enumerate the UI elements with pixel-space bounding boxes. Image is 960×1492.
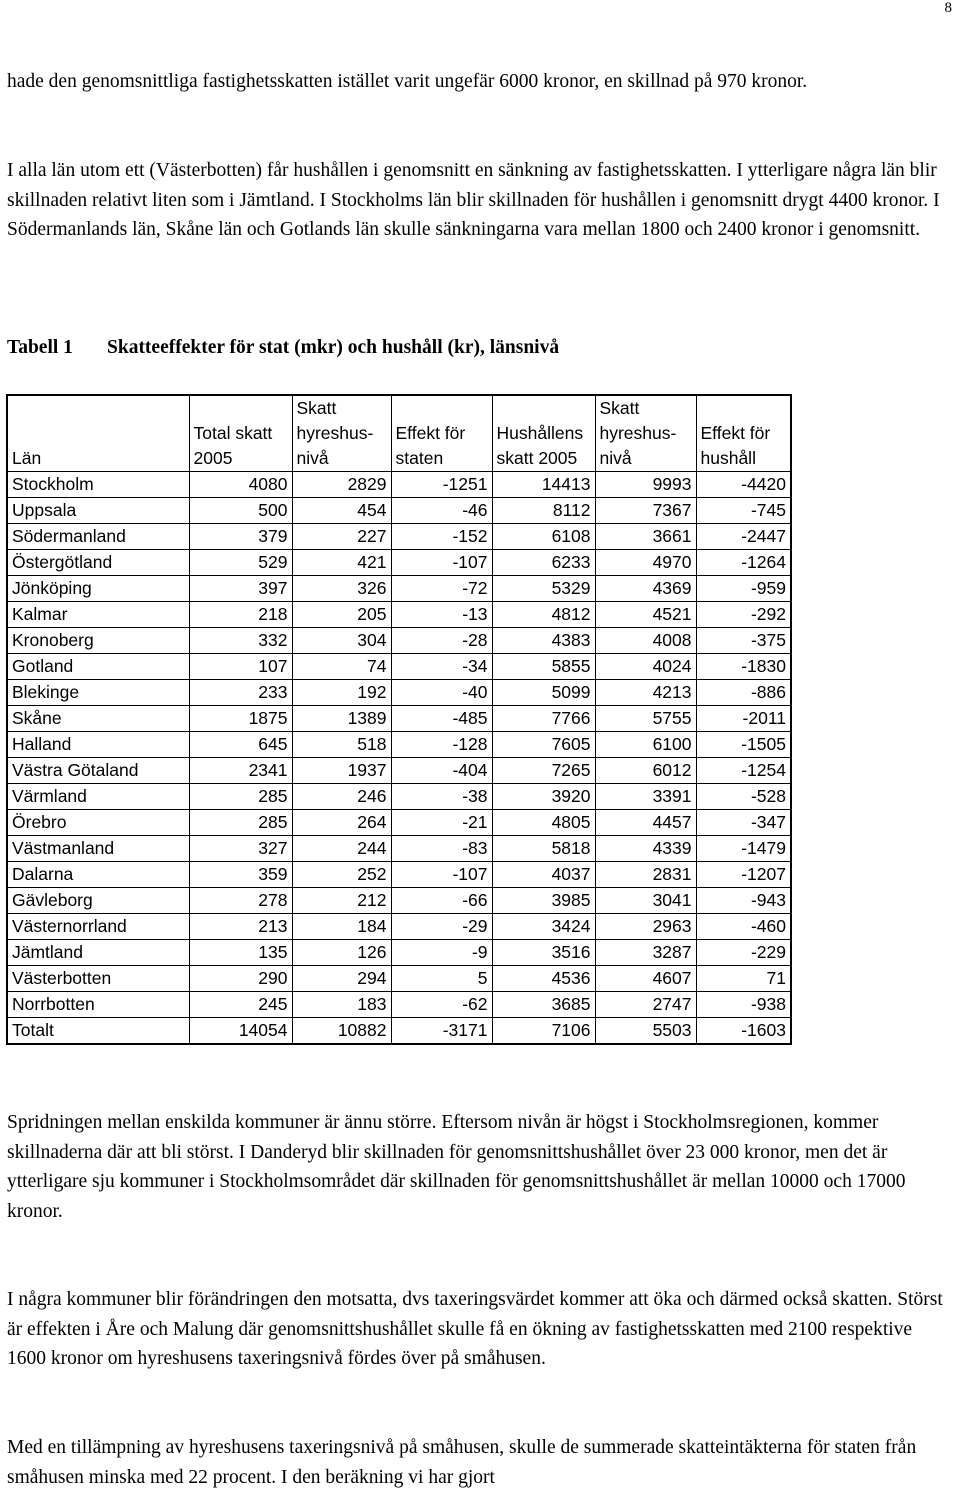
- value-cell: -1251: [391, 472, 492, 498]
- value-cell: 4812: [492, 602, 595, 628]
- column-header-line: nivå: [599, 448, 632, 468]
- county-cell: Jämtland: [7, 940, 189, 966]
- table-row: [7, 836, 791, 862]
- value-cell: -34: [391, 654, 492, 680]
- value-cell: 2963: [595, 914, 696, 940]
- value-cell: -83: [391, 836, 492, 862]
- value-cell: 6012: [595, 758, 696, 784]
- paragraph-county-summary: I alla län utom ett (Västerbotten) får hushållen i genomsnitt en sänkning av fastighetsskatten. I ytterligare några län blir skillnaden relativt liten som i Jämtland. I Stockholms län blir skillnaden för hushållen i genomsnitt drygt 4400 kronor. I Södermanlands län, Skåne län och Gotlands län skulle sänkningarna vara mellan 1800 och 2400 kronor i genomsnitt.: [7, 160, 940, 241]
- value-cell: -1479: [696, 836, 791, 862]
- value-cell: 246: [292, 784, 391, 810]
- value-cell: -1207: [696, 862, 791, 888]
- value-cell: 6233: [492, 550, 595, 576]
- value-cell: 4536: [492, 966, 595, 992]
- value-cell: 5329: [492, 576, 595, 602]
- value-cell: 1937: [292, 758, 391, 784]
- table-row: [7, 784, 791, 810]
- table-row: [7, 602, 791, 628]
- value-cell: 5755: [595, 706, 696, 732]
- value-cell: 2831: [595, 862, 696, 888]
- column-header-line: Skatt: [599, 398, 640, 418]
- value-cell: 397: [189, 576, 292, 602]
- table-header-row: [7, 395, 791, 472]
- value-cell: -4420: [696, 472, 791, 498]
- value-cell: 4383: [492, 628, 595, 654]
- value-cell: 4213: [595, 680, 696, 706]
- value-cell: 6100: [595, 732, 696, 758]
- paragraph-intro: hade den genomsnittliga fastighetsskatten istället varit ungefär 6000 kronor, en skillnad på 970 kronor.: [7, 71, 808, 92]
- value-cell: 5818: [492, 836, 595, 862]
- value-cell: -72: [391, 576, 492, 602]
- value-cell: 285: [189, 784, 292, 810]
- county-cell: Totalt: [7, 1018, 189, 1045]
- value-cell: 285: [189, 810, 292, 836]
- value-cell: 14413: [492, 472, 595, 498]
- county-cell: Västra Götaland: [7, 758, 189, 784]
- paragraph-municipal-spread: Spridningen mellan enskilda kommuner är ännu större. Eftersom nivån är högst i Stockholmsregionen, kommer skillnaderna där att bli störst. I Danderyd blir skillnaden för genomsnittshushållet över 23 000 kronor, men det är ytterligare sju kommuner i Stockholmsområdet där skillnaden för genomsnittshushållet är mellan 10000 och 17000 kronor.: [7, 1112, 906, 1222]
- value-cell: -292: [696, 602, 791, 628]
- county-cell: Stockholm: [7, 472, 189, 498]
- county-cell: Jönköping: [7, 576, 189, 602]
- value-cell: 4369: [595, 576, 696, 602]
- tax-effects-table: [6, 394, 792, 1045]
- table-row: [7, 654, 791, 680]
- value-cell: 2341: [189, 758, 292, 784]
- value-cell: 3287: [595, 940, 696, 966]
- value-cell: -745: [696, 498, 791, 524]
- paragraph-state-revenue: Med en tillämpning av hyreshusens taxeringsnivå på småhusen, skulle de summerade skatteintäkterna för staten från småhusen minska med 22 procent. I den beräkning vi har gjort: [7, 1437, 917, 1488]
- column-header-line: staten: [395, 448, 444, 468]
- value-cell: 4037: [492, 862, 595, 888]
- value-cell: 245: [189, 992, 292, 1018]
- value-cell: -29: [391, 914, 492, 940]
- value-cell: -152: [391, 524, 492, 550]
- value-cell: 1875: [189, 706, 292, 732]
- table-row: [7, 940, 791, 966]
- value-cell: 290: [189, 966, 292, 992]
- value-cell: 454: [292, 498, 391, 524]
- paragraph-opposite-change: I några kommuner blir förändringen den motsatta, dvs taxeringsvärdet kommer att öka och därmed också skatten. Störst är effekten i Åre och Malung där genomsnittshushållet skulle få en ökning av fastighetsskatten med 2100 respektive 1600 kronor om hyreshusens taxeringsnivå fördes över på småhusen.: [7, 1289, 943, 1370]
- value-cell: -107: [391, 862, 492, 888]
- value-cell: 500: [189, 498, 292, 524]
- value-cell: 326: [292, 576, 391, 602]
- value-cell: 529: [189, 550, 292, 576]
- value-cell: 3985: [492, 888, 595, 914]
- column-header: [189, 395, 292, 472]
- value-cell: 4970: [595, 550, 696, 576]
- county-cell: Södermanland: [7, 524, 189, 550]
- county-cell: Dalarna: [7, 862, 189, 888]
- value-cell: -460: [696, 914, 791, 940]
- value-cell: 233: [189, 680, 292, 706]
- value-cell: -66: [391, 888, 492, 914]
- value-cell: 5503: [595, 1018, 696, 1045]
- value-cell: -2447: [696, 524, 791, 550]
- value-cell: -128: [391, 732, 492, 758]
- table-row: [7, 628, 791, 654]
- value-cell: -1264: [696, 550, 791, 576]
- value-cell: 244: [292, 836, 391, 862]
- table-row: [7, 966, 791, 992]
- value-cell: 7605: [492, 732, 595, 758]
- county-cell: Gävleborg: [7, 888, 189, 914]
- value-cell: 212: [292, 888, 391, 914]
- table-row: [7, 550, 791, 576]
- column-header-line: 2005: [193, 448, 233, 468]
- column-header-line: Hushållens: [496, 423, 584, 443]
- value-cell: 3424: [492, 914, 595, 940]
- county-cell: Gotland: [7, 654, 189, 680]
- value-cell: 3391: [595, 784, 696, 810]
- county-cell: Västmanland: [7, 836, 189, 862]
- county-cell: Halland: [7, 732, 189, 758]
- county-cell: Blekinge: [7, 680, 189, 706]
- value-cell: 192: [292, 680, 391, 706]
- value-cell: 304: [292, 628, 391, 654]
- value-cell: -938: [696, 992, 791, 1018]
- table-row: [7, 810, 791, 836]
- value-cell: 379: [189, 524, 292, 550]
- column-header-line: Län: [12, 448, 42, 468]
- column-header-line: hushåll: [700, 448, 756, 468]
- county-cell: Västernorrland: [7, 914, 189, 940]
- value-cell: -28: [391, 628, 492, 654]
- value-cell: -404: [391, 758, 492, 784]
- column-header-line: Total skatt: [193, 423, 273, 443]
- value-cell: -528: [696, 784, 791, 810]
- value-cell: 4339: [595, 836, 696, 862]
- column-header-line: skatt 2005: [496, 448, 578, 468]
- value-cell: -943: [696, 888, 791, 914]
- value-cell: 7367: [595, 498, 696, 524]
- value-cell: 218: [189, 602, 292, 628]
- table-row: [7, 498, 791, 524]
- column-header-line: Skatt: [296, 398, 337, 418]
- value-cell: -347: [696, 810, 791, 836]
- value-cell: 8112: [492, 498, 595, 524]
- value-cell: 4521: [595, 602, 696, 628]
- county-cell: Kronoberg: [7, 628, 189, 654]
- value-cell: -485: [391, 706, 492, 732]
- value-cell: 6108: [492, 524, 595, 550]
- value-cell: 183: [292, 992, 391, 1018]
- value-cell: 1389: [292, 706, 391, 732]
- value-cell: 4457: [595, 810, 696, 836]
- value-cell: 264: [292, 810, 391, 836]
- value-cell: -2011: [696, 706, 791, 732]
- value-cell: 3041: [595, 888, 696, 914]
- value-cell: 332: [189, 628, 292, 654]
- value-cell: -959: [696, 576, 791, 602]
- value-cell: 3516: [492, 940, 595, 966]
- value-cell: -21: [391, 810, 492, 836]
- county-cell: Värmland: [7, 784, 189, 810]
- value-cell: 5: [391, 966, 492, 992]
- value-cell: -229: [696, 940, 791, 966]
- value-cell: 10882: [292, 1018, 391, 1045]
- county-cell: Kalmar: [7, 602, 189, 628]
- value-cell: 2829: [292, 472, 391, 498]
- county-cell: Östergötland: [7, 550, 189, 576]
- value-cell: 184: [292, 914, 391, 940]
- value-cell: 205: [292, 602, 391, 628]
- column-header: [391, 395, 492, 472]
- value-cell: -1505: [696, 732, 791, 758]
- column-header-line: nivå: [296, 448, 329, 468]
- value-cell: 4008: [595, 628, 696, 654]
- column-header-line: Effekt för: [700, 423, 771, 443]
- table-row: [7, 472, 791, 498]
- value-cell: 7265: [492, 758, 595, 784]
- value-cell: 3920: [492, 784, 595, 810]
- table-caption-number: Tabell 1: [7, 337, 73, 358]
- column-header-line: hyreshus-: [599, 423, 677, 443]
- value-cell: 645: [189, 732, 292, 758]
- value-cell: 74: [292, 654, 391, 680]
- table-caption: [7, 337, 559, 359]
- value-cell: 3661: [595, 524, 696, 550]
- table-body: [7, 472, 791, 1045]
- table-row: [7, 706, 791, 732]
- value-cell: -40: [391, 680, 492, 706]
- value-cell: 7766: [492, 706, 595, 732]
- value-cell: -46: [391, 498, 492, 524]
- value-cell: 278: [189, 888, 292, 914]
- value-cell: -1254: [696, 758, 791, 784]
- county-cell: Norrbotten: [7, 992, 189, 1018]
- value-cell: 359: [189, 862, 292, 888]
- value-cell: 4805: [492, 810, 595, 836]
- value-cell: 3685: [492, 992, 595, 1018]
- county-cell: Uppsala: [7, 498, 189, 524]
- value-cell: -38: [391, 784, 492, 810]
- value-cell: 4080: [189, 472, 292, 498]
- table-row: [7, 576, 791, 602]
- column-header: [292, 395, 391, 472]
- value-cell: 107: [189, 654, 292, 680]
- table-row: [7, 758, 791, 784]
- value-cell: -62: [391, 992, 492, 1018]
- value-cell: 327: [189, 836, 292, 862]
- value-cell: 4024: [595, 654, 696, 680]
- value-cell: -886: [696, 680, 791, 706]
- table-row: [7, 914, 791, 940]
- value-cell: 14054: [189, 1018, 292, 1045]
- table-row: [7, 862, 791, 888]
- value-cell: 71: [696, 966, 791, 992]
- column-header: [492, 395, 595, 472]
- column-header-line: Effekt för: [395, 423, 466, 443]
- county-cell: Örebro: [7, 810, 189, 836]
- page-number: 8: [944, 0, 952, 16]
- value-cell: -1603: [696, 1018, 791, 1045]
- value-cell: 7106: [492, 1018, 595, 1045]
- value-cell: 9993: [595, 472, 696, 498]
- value-cell: 5855: [492, 654, 595, 680]
- column-header: [595, 395, 696, 472]
- table-row: [7, 680, 791, 706]
- value-cell: 227: [292, 524, 391, 550]
- value-cell: 5099: [492, 680, 595, 706]
- value-cell: 126: [292, 940, 391, 966]
- table-caption-title: Skatteeffekter för stat (mkr) och hushåll (kr), länsnivå: [107, 337, 560, 358]
- column-header: [696, 395, 791, 472]
- table-row: [7, 732, 791, 758]
- table-row: [7, 992, 791, 1018]
- value-cell: 4607: [595, 966, 696, 992]
- value-cell: 2747: [595, 992, 696, 1018]
- value-cell: -9: [391, 940, 492, 966]
- value-cell: -3171: [391, 1018, 492, 1045]
- value-cell: 213: [189, 914, 292, 940]
- value-cell: 518: [292, 732, 391, 758]
- column-header: [7, 395, 189, 472]
- table-row: [7, 1018, 791, 1045]
- value-cell: 421: [292, 550, 391, 576]
- value-cell: 135: [189, 940, 292, 966]
- table-row: [7, 524, 791, 550]
- county-cell: Skåne: [7, 706, 189, 732]
- value-cell: -107: [391, 550, 492, 576]
- column-header-line: hyreshus-: [296, 423, 374, 443]
- value-cell: 252: [292, 862, 391, 888]
- table-row: [7, 888, 791, 914]
- value-cell: -1830: [696, 654, 791, 680]
- value-cell: -375: [696, 628, 791, 654]
- county-cell: Västerbotten: [7, 966, 189, 992]
- value-cell: -13: [391, 602, 492, 628]
- value-cell: 294: [292, 966, 391, 992]
